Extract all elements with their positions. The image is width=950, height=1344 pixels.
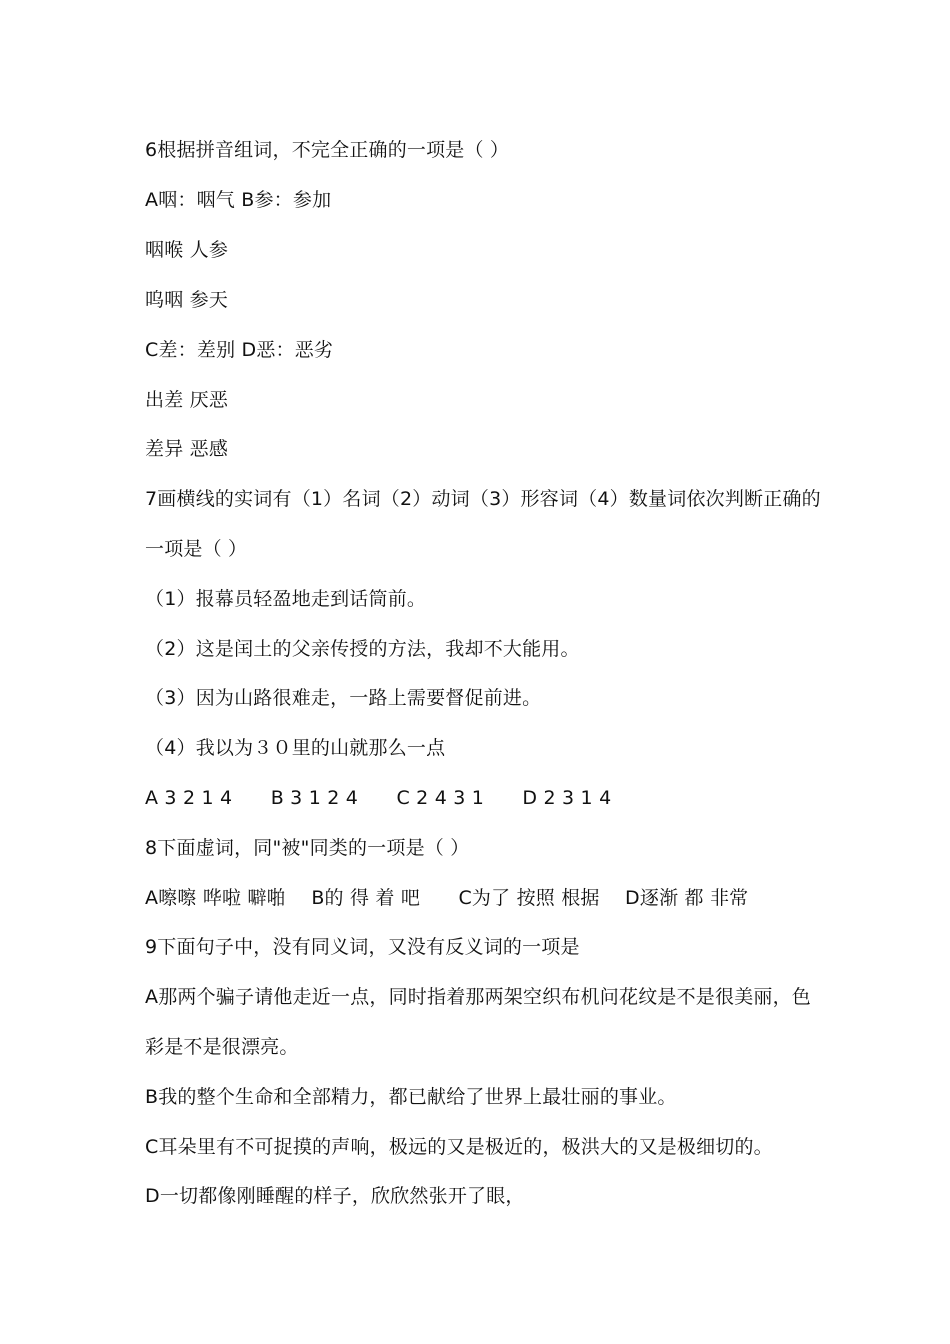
question-7-stem-continued: 一项是（ ） [145, 538, 248, 560]
question-9-option-c: C耳朵里有不可捉摸的声响，极远的又是极近的，极洪大的又是极细切的。 [145, 1136, 773, 1158]
question-7-sentence-4: （4）我以为３０里的山就那么一点 [145, 737, 446, 759]
question-9-option-b: B我的整个生命和全部精力，都已献给了世界上最壮丽的事业。 [145, 1086, 677, 1108]
question-7-sentence-3: （3）因为山路很难走，一路上需要督促前进。 [145, 687, 542, 709]
question-6-words-row-1: 咽喉 人参 [145, 239, 229, 261]
question-6-words-row-4: 差异 恶感 [145, 438, 229, 460]
question-6-stem: 6根据拼音组词，不完全正确的一项是（ ） [145, 139, 510, 161]
question-9-option-a-continued: 彩是不是很漂亮。 [145, 1036, 299, 1058]
question-7-sentence-2: （2）这是闰土的父亲传授的方法，我却不大能用。 [145, 638, 580, 660]
question-9-option-d: D一切都像刚睡醒的样子，欣欣然张开了眼， [145, 1185, 525, 1207]
question-9-stem: 9下面句子中，没有同义词，又没有反义词的一项是 [145, 936, 580, 958]
question-6-words-row-2: 呜咽 参天 [145, 289, 229, 311]
question-6-options-a-b: A咽：咽气 B参：参加 [145, 189, 332, 211]
question-9-option-a: A那两个骗子请他走近一点，同时指着那两架空织布机问花纹是不是很美丽，色 [145, 986, 811, 1008]
question-8-choices: A嚓嚓 哗啦 噼啪 B的 得 着 吧 C为了 按照 根据 D逐渐 都 非常 [145, 887, 749, 909]
question-8-stem: 8下面虚词，同"被"同类的一项是（ ） [145, 837, 470, 859]
question-7-stem: 7画横线的实词有（1）名词（2）动词（3）形容词（4）数量词依次判断正确的 [145, 488, 821, 510]
question-7-sentence-1: （1）报幕员轻盈地走到话筒前。 [145, 588, 427, 610]
question-6-words-row-3: 出差 厌恶 [145, 389, 229, 411]
question-6-options-c-d: C差：差别 D恶：恶劣 [145, 339, 334, 361]
question-7-choices: A 3 2 1 4 B 3 1 2 4 C 2 4 3 1 D 2 3 1 4 [145, 787, 612, 809]
